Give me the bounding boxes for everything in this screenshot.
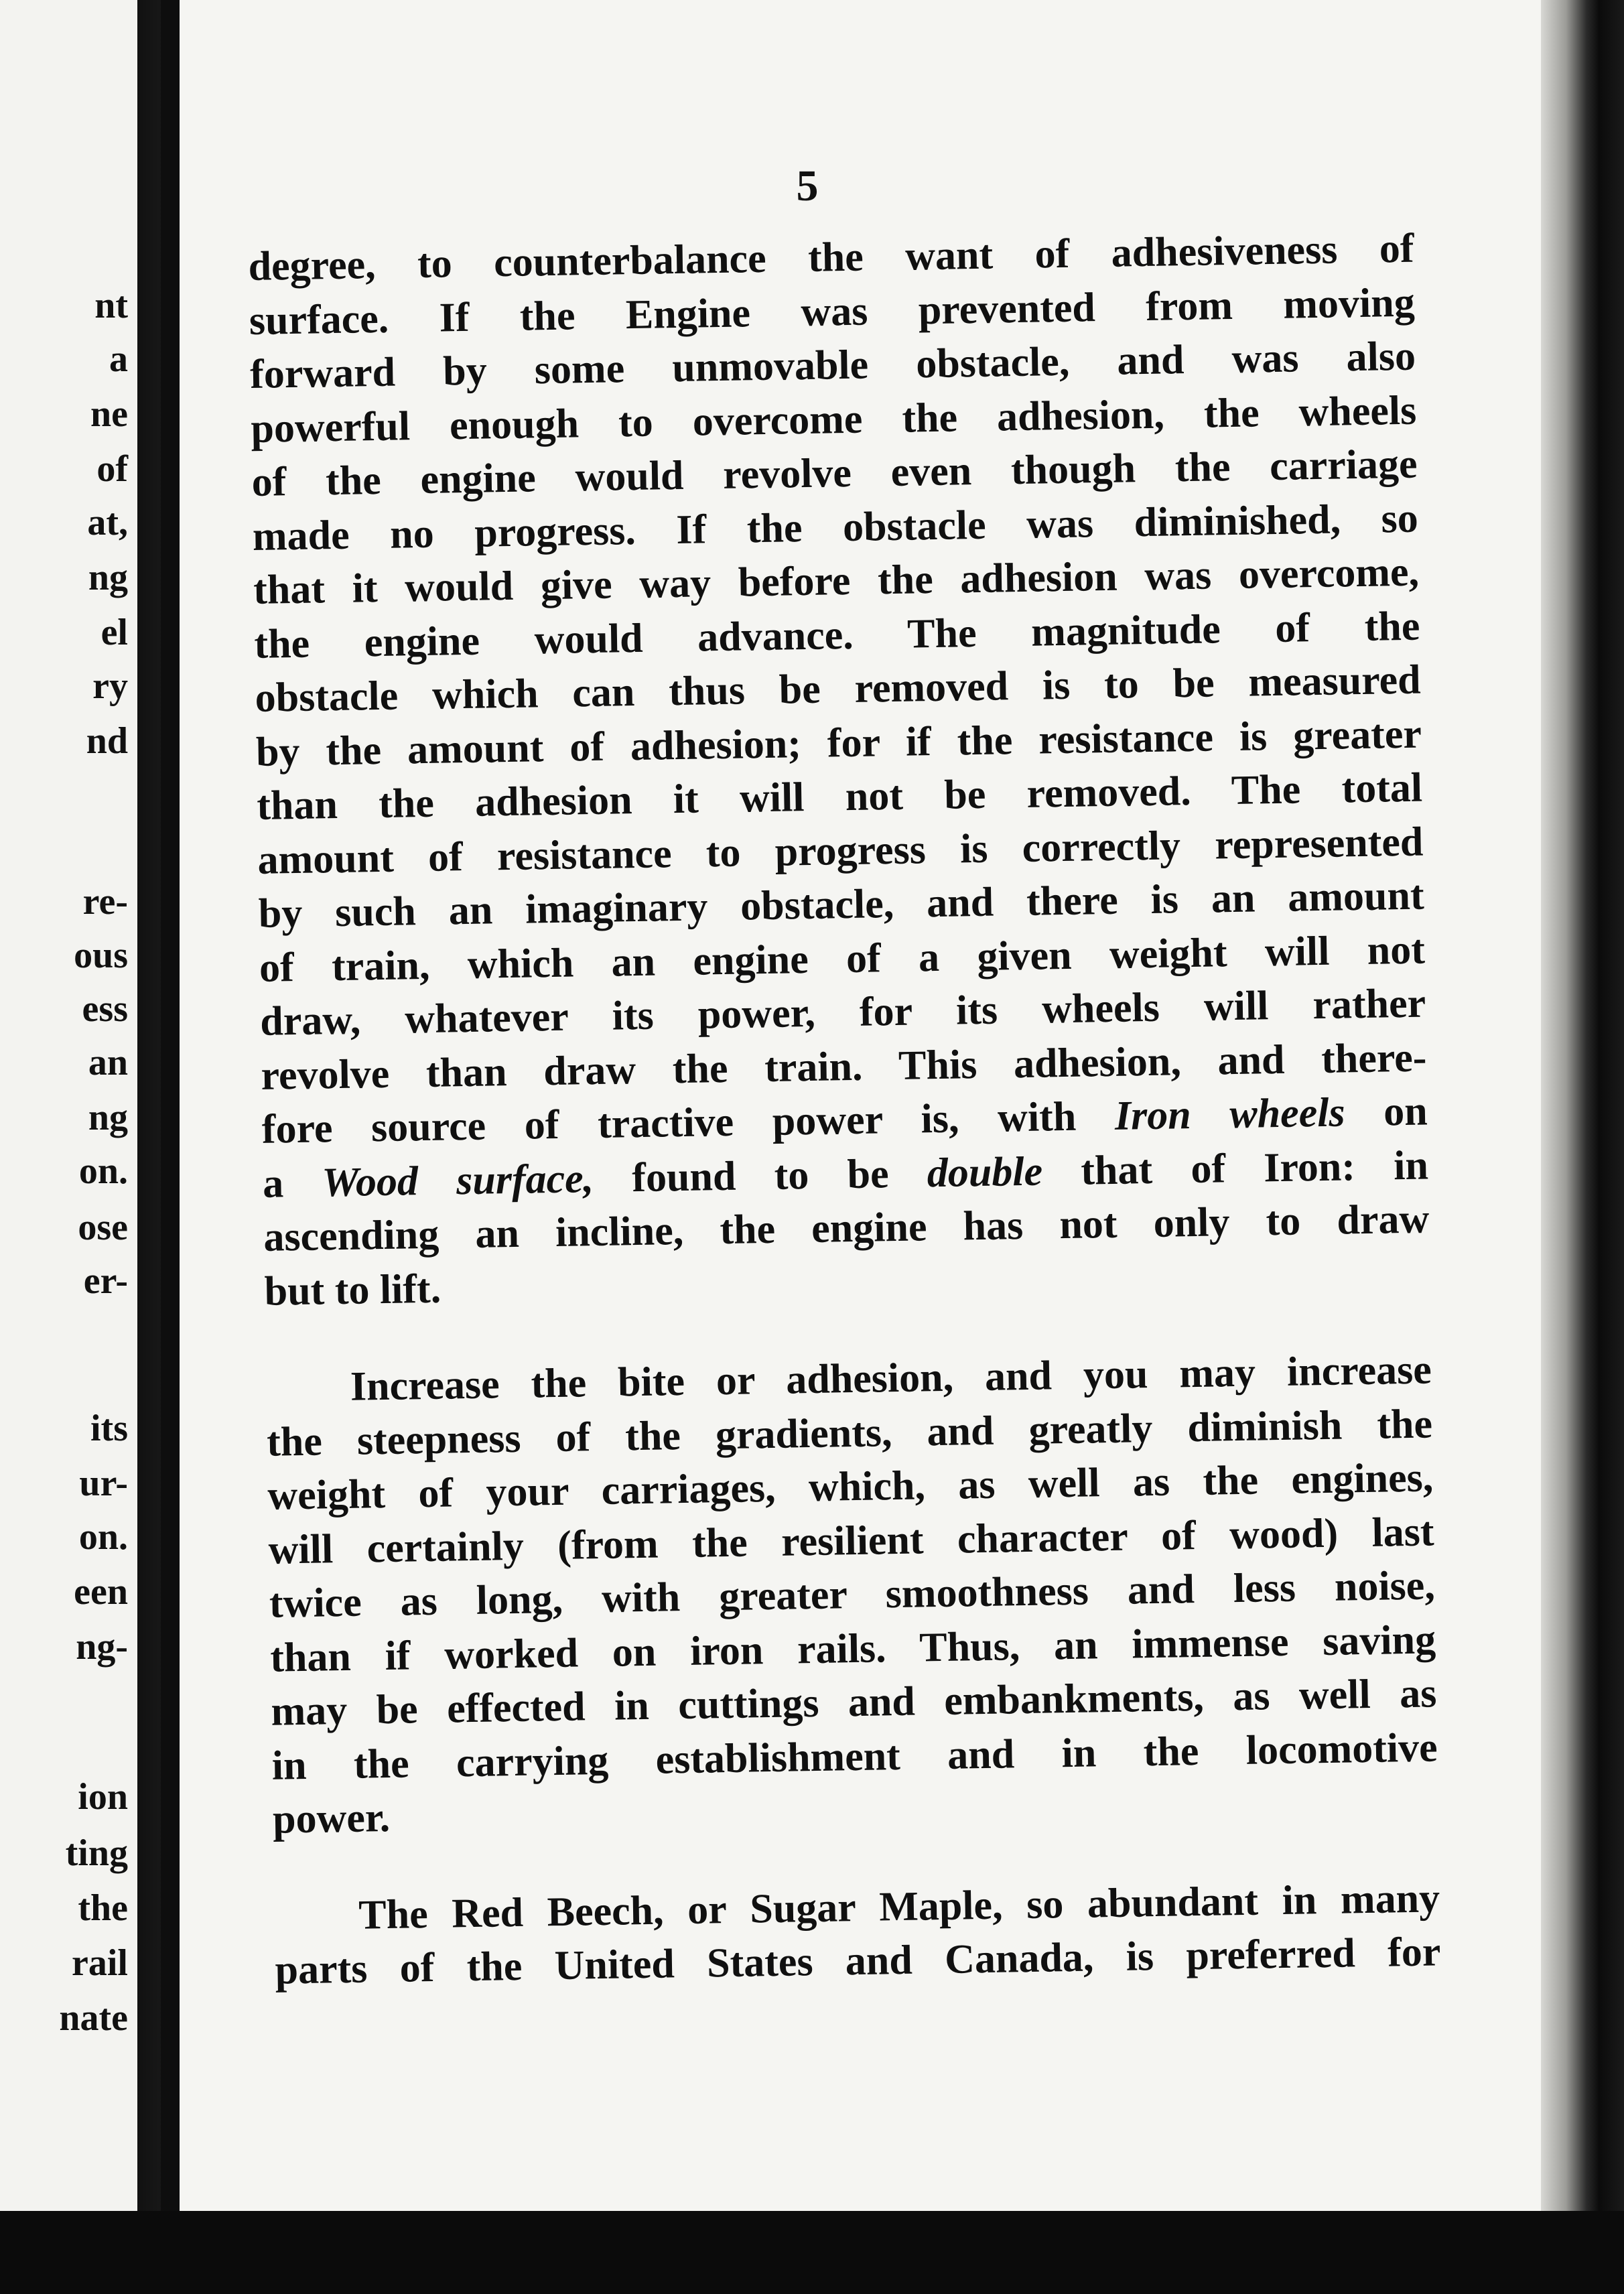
text-line: degree, to counterbalance the want of adhesiveness of — [248, 225, 1414, 289]
text-line: revolve than draw the train. This adhesion, and there- — [261, 1034, 1427, 1099]
fragment: nd — [86, 720, 128, 762]
fragment: ess — [82, 988, 128, 1030]
fragment: ous — [74, 935, 128, 976]
fragment: ng — [88, 1097, 128, 1138]
text-line: than the adhesion it will not be removed. The total — [256, 764, 1423, 829]
page-edge — [1541, 0, 1624, 2294]
line-text: fore source of tractive power is, with — [261, 1093, 1115, 1152]
fragment: nt — [94, 285, 128, 326]
fragment: at, — [87, 502, 128, 543]
text-line: Increase the bite or adhesion, and you may increase — [350, 1347, 1432, 1410]
fragment: ry — [92, 665, 128, 707]
text-line: in the carrying establishment and in the locomotive — [271, 1724, 1438, 1789]
text-line: will certainly (from the resilient character of wood) last — [268, 1508, 1435, 1573]
fragment: ne — [90, 393, 128, 435]
fragment: rail — [72, 1942, 128, 1984]
text-line: amount of resistance to progress is correctly represented — [257, 819, 1424, 883]
fragment: een — [74, 1571, 128, 1613]
text-line: of the engine would revolve even though the carriage — [251, 441, 1418, 505]
text-line: but to lift. — [264, 1266, 442, 1314]
text-line: obstacle which can thus be removed is to be measured — [255, 657, 1422, 721]
scan-border — [0, 2211, 1624, 2294]
fragment: ion — [78, 1776, 128, 1818]
text-line: parts of the United States and Canada, is preferred for — [275, 1929, 1441, 1993]
fragment: nate — [59, 1997, 128, 2039]
italic-text: double — [927, 1148, 1043, 1196]
fragment: ur- — [79, 1463, 128, 1504]
text-line: ascending an incline, the engine has not only to draw — [263, 1196, 1430, 1260]
fragment: re- — [82, 881, 128, 923]
facing-page-text — [0, 0, 137, 2211]
text-line: The Red Beech, or Sugar Maple, so abundant in many — [358, 1875, 1440, 1938]
fragment: on. — [78, 1150, 128, 1192]
line-text: on — [1344, 1088, 1428, 1136]
text-line: of train, which an engine of a given weight will not — [259, 927, 1426, 991]
text-line: that it would give way before the adhesion was overcome, — [253, 549, 1420, 613]
text-line: by such an imaginary obstacle, and there is an amount — [258, 872, 1425, 937]
page-number: 5 — [796, 161, 819, 210]
fragment: on. — [78, 1516, 128, 1558]
text-line: surface. If the Engine was prevented from moving — [249, 279, 1416, 344]
text-line: the steepness of the gradients, and greatly diminish the — [266, 1400, 1433, 1465]
fragment: its — [90, 1408, 128, 1449]
text-line: powerful enough to overcome the adhesion, the wheels — [250, 387, 1417, 452]
text-line: twice as long, with greater smoothness and less noise, — [269, 1562, 1436, 1627]
text-line: the engine would advance. The magnitude of the — [253, 603, 1420, 667]
fragment: er- — [83, 1260, 128, 1302]
italic-text: Wood surface, — [321, 1155, 594, 1205]
paragraph-2 — [265, 1343, 1438, 1846]
text-line: than if worked on iron rails. Thus, an immense saving — [269, 1616, 1436, 1681]
text-line: may be effected in cuttings and embankments, as well as — [270, 1670, 1437, 1735]
line-text: that of Iron: in — [1042, 1142, 1429, 1195]
fragment: a — [109, 338, 128, 380]
fragment: the — [78, 1887, 128, 1929]
text-line: weight of your carriages, which, as well as the engines, — [267, 1455, 1434, 1519]
fragment: ng — [88, 557, 128, 598]
fragment: ting — [65, 1832, 128, 1874]
text-line: forward by some unmovable obstacle, and was also — [249, 333, 1416, 397]
facing-page-fragment — [0, 0, 137, 2211]
paragraph-3 — [274, 1871, 1441, 1997]
fragment: of — [96, 448, 128, 490]
text-line: power. — [272, 1794, 391, 1842]
text-line: by the amount of adhesion; for if the resistance is greater — [255, 711, 1422, 775]
fragment: ose — [78, 1207, 128, 1248]
fragment: an — [88, 1042, 128, 1083]
body-text — [248, 222, 1441, 1998]
paragraph-1 — [248, 222, 1430, 1319]
line-text: a — [262, 1159, 322, 1207]
line-text: found to be — [593, 1150, 928, 1201]
text-line: made no progress. If the obstacle was diminished, so — [252, 495, 1419, 559]
text-line: draw, whatever its power, for its wheels will rather — [259, 980, 1426, 1044]
fragment: ng- — [76, 1626, 128, 1668]
fragment: el — [100, 612, 128, 653]
italic-text: Iron wheels — [1114, 1089, 1346, 1139]
